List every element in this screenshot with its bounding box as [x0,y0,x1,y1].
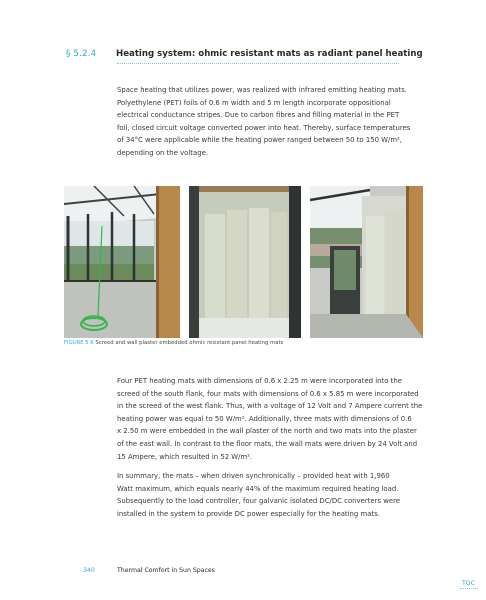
section-number: § 5.2.4 [66,49,97,59]
paragraph-line: 15 Ampere, which resulted in 52 W/m². [117,452,253,461]
section-title: Heating system: ohmic resistant mats as radiant panel heating [116,49,423,59]
paragraph-intro [117,84,410,160]
photo-sunspace-interior [64,186,180,338]
figure-label: FIGURE 5.6 [64,340,94,346]
photo-corner-door [310,186,423,338]
paragraph-line: Subsequently to the load controller, four galvanic isolated DC/DC converters were [117,497,401,506]
section-heading [66,49,423,63]
running-footer-title: Thermal Comfort in Sun Spaces [117,567,215,574]
paragraph-line: electrical conductance stripes. Due to carbon fibres and filling material in the PET [117,111,400,120]
paragraph-summary [117,470,400,520]
paragraph-line: of 34°C were applicable while the heating power ranged between 50 to 150 W/m², [117,136,402,145]
paragraph-line: foil, closed circuit voltage converted power into heat. Thereby, surface temperatures [117,123,411,132]
paragraph-line: In summary, the mats – when driven synchronically – provided heat with 1,960 [117,472,390,480]
figure-caption [64,340,283,346]
paragraph-line: heating power was equal to 50 W/m². Additionally, three mats with dimensions of 0.6 [117,414,412,423]
paragraph-line: screed of the south flank, four mats with dimensions of 0.6 x 5.85 m were incorporated [117,389,419,398]
paragraph-line: in the screed of the west flank. Thus, with a voltage of 12 Volt and 7 Ampere current the [117,402,423,411]
paragraph-line: of the east wall. In contrast to the floor mats, the wall mats were driven by 24 Volt and [117,439,418,448]
paragraph-line: depending on the voltage. [117,148,209,157]
toc-underline [460,588,478,589]
paragraph-line: Space heating that utilizes power, was realized with infrared emitting heating mats. [117,86,407,94]
paragraph-mats [117,375,422,463]
paragraph-line: x 2.50 m were embedded in the wall plaster of the north and two mats into the plaster [117,427,417,436]
page-number: 340 [83,567,95,574]
figure-caption-text: Screed and wall plaster embedded ohmic resistant panel heating mats [95,340,284,346]
section-divider [117,63,399,64]
paragraph-line: installed in the system to provide DC power especially for the heating mats. [117,509,380,518]
paragraph-line: Polyethylene (PET) foils of 0.6 m width and 5 m length incorporate oppositional [117,98,391,107]
photo-wall-heating-mats [189,186,301,338]
paragraph-line: Four PET heating mats with dimensions of 0.6 x 2.25 m were incorporated into the [117,377,402,385]
paragraph-line: Watt maximum, which equals nearly 44% of the maximum required heating load. [117,484,399,493]
toc-link[interactable]: TOC [462,580,475,587]
